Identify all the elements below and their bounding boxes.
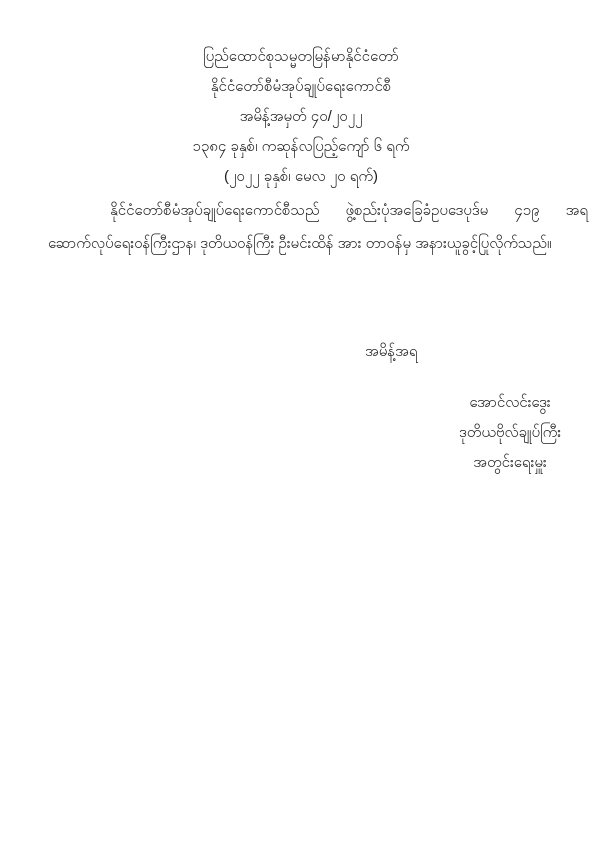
order-number: အမိန့်အမှတ် ၄၀/၂၀၂၂ [239,108,363,125]
signatory-name: အောင်လင်းဒွေး [469,394,551,411]
order-paragraph-line-2: ဆောက်လုပ်ရေးဝန်ကြီးဌာန၊ ဒုတိယဝန်ကြီး ဦးမင်းထိန် အား တာဝန်မှ အနားယူခွင့်ပြုလိုက်သည်။ [48,235,552,252]
document-header [0,42,602,192]
state-name: ပြည်ထောင်စုသမ္မတမြန်မာနိုင်ငံတော် [203,48,399,65]
signatory-title: အတွင်းရေးမှူး [473,454,547,471]
signature-block [425,388,595,478]
council-name: နိုင်ငံတော်စီမံအုပ်ချုပ်ရေးကောင်စီ [210,78,392,95]
myanmar-calendar-date: ၁၃၈၄ ခုနှစ်၊ ကဆုန်လပြည့်ကျော် ၆ ရက် [192,138,410,155]
order-paragraph-line-1: နိုင်ငံတော်စီမံအုပ်ချုပ်ရေးကောင်စီသည် ဖွဲ့စည်းပုံအခြေခံဥပဒေပုဒ်မ ၄၁၉ အရ [110,202,588,219]
order-paragraph [48,194,588,260]
by-order-label: အမိန့်အရ [365,343,418,360]
gregorian-calendar-date: (၂၀၂၂ ခုနှစ်၊ မေလ ၂၀ ရက်) [223,168,379,185]
signatory-rank: ဒုတိယဗိုလ်ချုပ်ကြီး [458,424,562,441]
